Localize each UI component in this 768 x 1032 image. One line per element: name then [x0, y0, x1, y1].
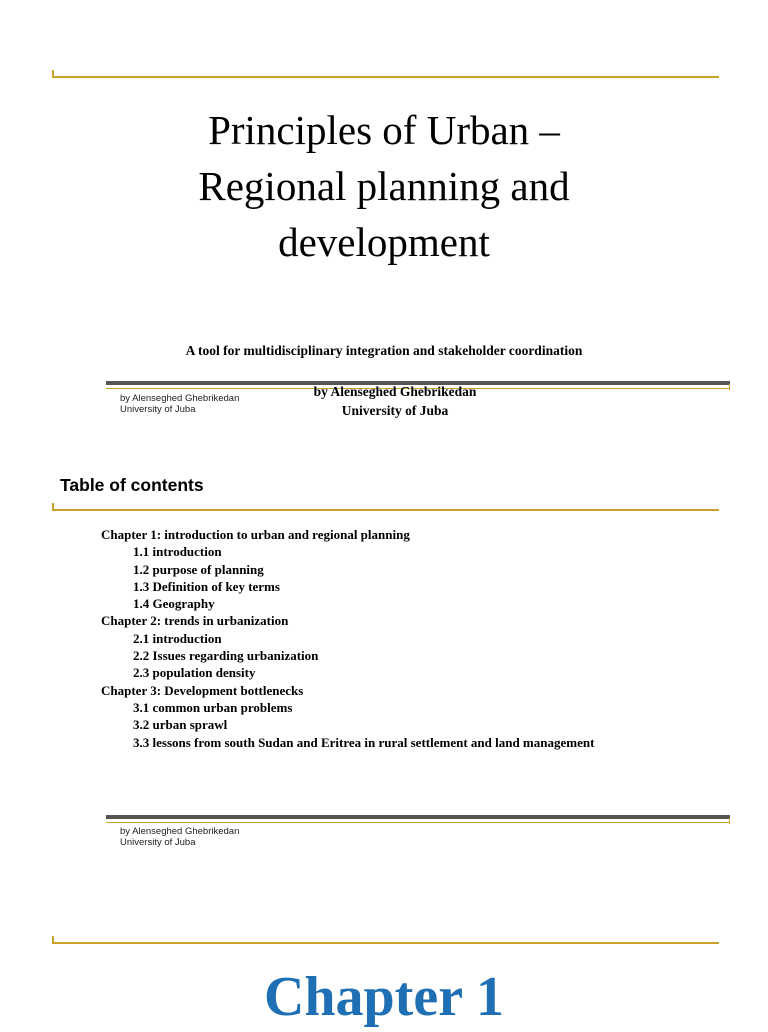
toc-section-item: 1.4 Geography — [133, 596, 215, 612]
toc-heading: Table of contents — [60, 475, 204, 495]
toc-section-item: 1.3 Definition of key terms — [133, 578, 280, 594]
toc-section-item: 2.2 Issues regarding urbanization — [133, 648, 319, 664]
toc-section-item: 3.2 urban sprawl — [133, 717, 228, 733]
toc-section-item: 3.3 lessons from south Sudan and Eritrea in rural settlement and land management — [133, 734, 595, 750]
slide1-title — [0, 102, 768, 270]
slide3-top-rule — [52, 942, 719, 944]
footer-author: by Alenseghed Ghebrikedan — [120, 393, 240, 404]
toc-chapter-item: Chapter 2: trends in urbanization — [101, 613, 289, 629]
slide2-footer-bar — [106, 815, 730, 819]
toc-list — [101, 526, 594, 751]
title-line-3: development — [278, 219, 490, 265]
toc-section-item: 1.2 purpose of planning — [133, 561, 264, 577]
footer-affiliation: University of Juba — [120, 404, 196, 415]
author-affiliation: University of Juba — [341, 403, 449, 418]
toc-section-item: 2.3 population density — [133, 665, 256, 681]
footer-affiliation: University of Juba — [120, 837, 196, 848]
footer-author: by Alenseghed Ghebrikedan — [120, 826, 240, 837]
title-line-2: Regional planning and — [198, 163, 570, 209]
toc-section-item: 3.1 common urban problems — [133, 699, 293, 715]
chapter-heading: Chapter 1 — [263, 966, 505, 1028]
toc-chapter-item: Chapter 1: introduction to urban and regional planning — [101, 527, 410, 542]
slide2-footer-rule — [106, 822, 730, 823]
toc-chapter-item: Chapter 3: Development bottlenecks — [101, 682, 304, 698]
author-name: by Alenseghed Ghebrikedan — [313, 384, 477, 399]
toc-section-item: 2.1 introduction — [133, 630, 222, 646]
slide1-author — [290, 382, 500, 420]
slide1-subtitle: A tool for multidisciplinary integration and stakeholder coordination — [185, 343, 583, 358]
slide2-top-rule — [52, 509, 719, 511]
slide2-footer-credit — [120, 826, 239, 848]
toc-section-item: 1.1 introduction — [133, 544, 222, 560]
slide1-footer-credit — [120, 393, 239, 415]
slide1-top-rule — [52, 76, 719, 78]
title-line-1: Principles of Urban – — [208, 107, 560, 153]
